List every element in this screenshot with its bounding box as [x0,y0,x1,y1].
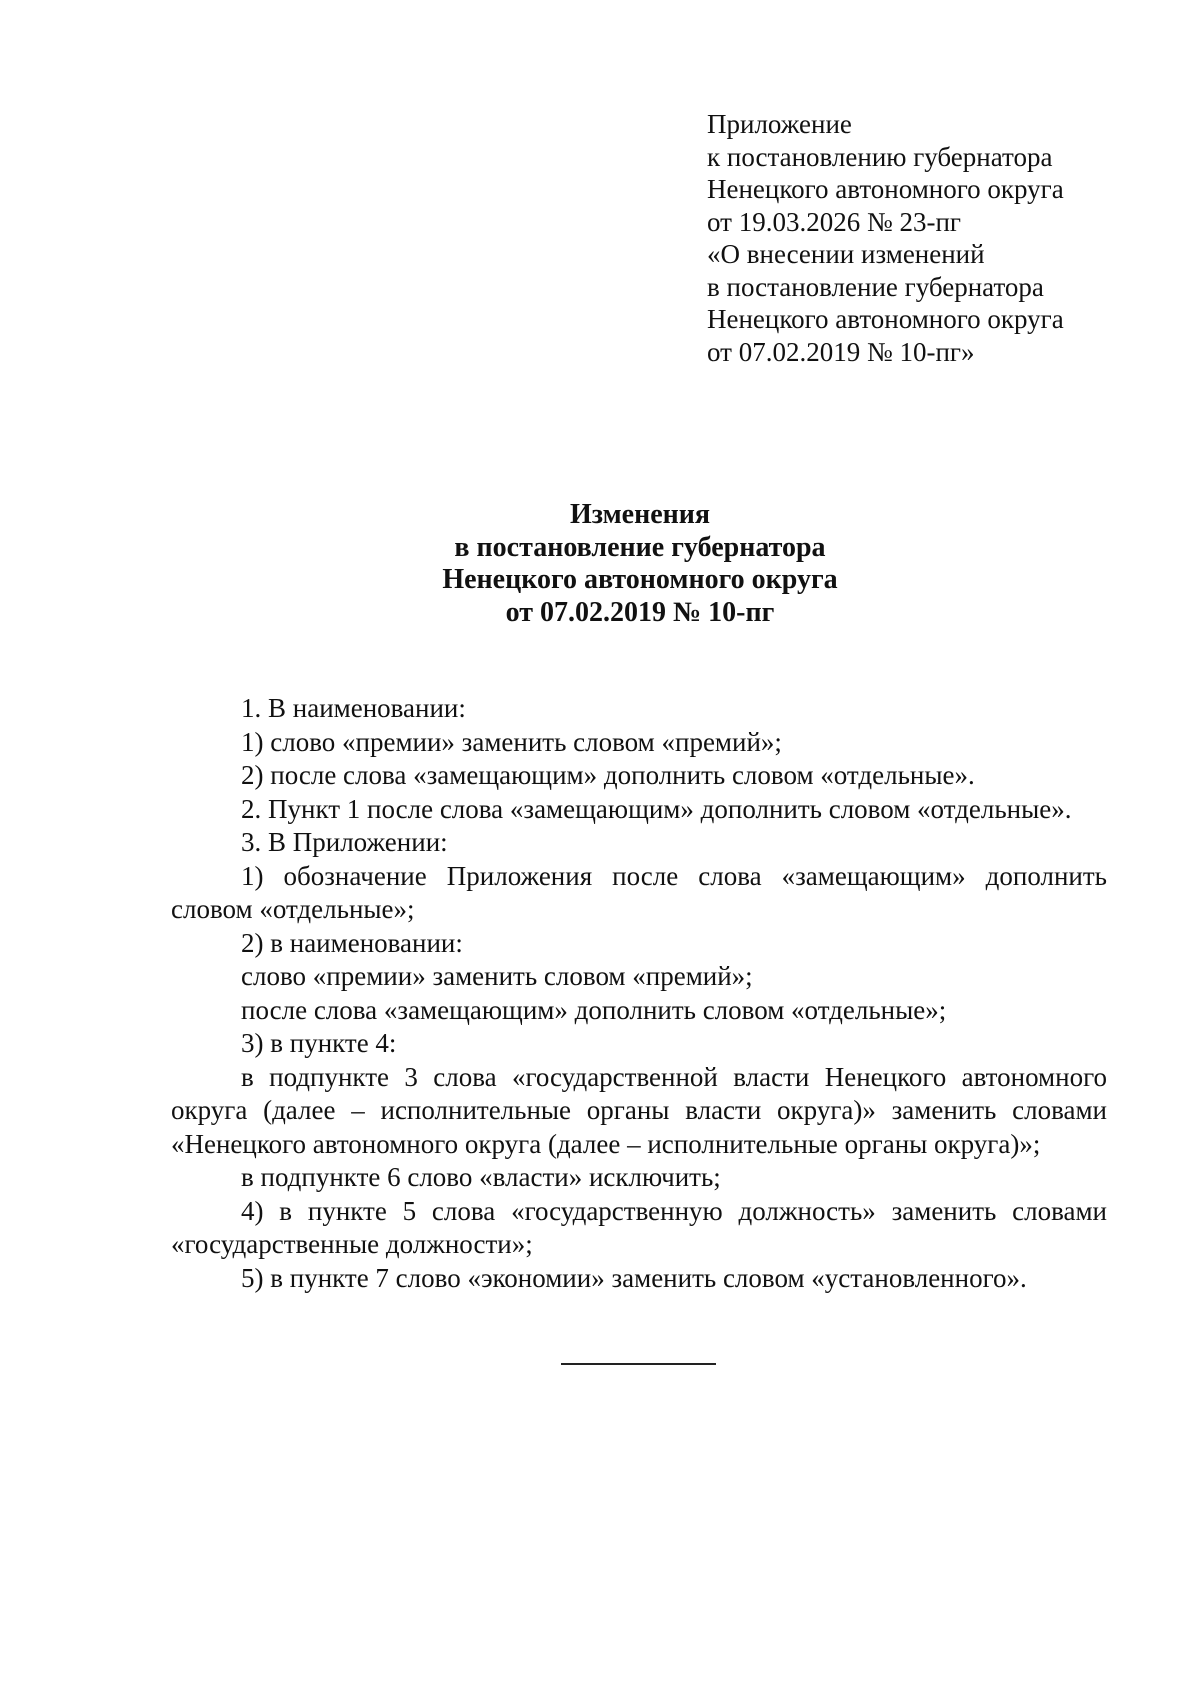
paragraph: 4) в пункте 5 слова «государственную должность» заменить словами «государственные должности»; [171,1195,1107,1259]
appendix-block [707,108,1147,368]
title-line: в постановление губернатора [454,531,826,563]
paragraph: 1. В наименовании: [241,693,466,723]
title-line: Ненецкого автономного округа [442,564,838,595]
appendix-line: к постановлению губернатора [707,141,1053,172]
appendix-line: Приложение [707,109,852,139]
paragraph: слово «премии» заменить словом «премий»; [241,961,753,991]
paragraph: 1) обозначение Приложения после слова «замещающим» дополнить словом «отдельные»; [171,860,1107,924]
appendix-line: «О внесении изменений [707,239,985,269]
paragraph: 1) слово «премии» заменить словом «премий»; [241,726,782,757]
appendix-line: от 07.02.2019 № 10-пг» [707,336,975,367]
paragraph: 3) в пункте 4: [241,1028,397,1058]
document-title [0,499,1200,629]
end-divider [561,1363,716,1365]
appendix-line: от 19.03.2026 № 23-пг [707,206,961,237]
paragraph: 5) в пункте 7 слово «экономии» заменить словом «установленного». [241,1262,1027,1293]
title-line: Изменения [569,499,711,530]
appendix-line: Ненецкого автономного округа [707,304,1064,334]
paragraph: в подпункте 3 слова «государственной власти Ненецкого автономного округа (далее – исполнительные органы власти округа)» заменить словами «Ненецкого автономного округа (далее – исполнительные органы округа)»; [171,1061,1107,1159]
paragraph: 2. Пункт 1 после слова «замещающим» дополнить словом «отдельные». [241,793,1072,824]
document-body [171,692,1107,1295]
appendix-line: в постановление губернатора [707,271,1044,302]
paragraph: 2) в наименовании: [241,927,463,958]
title-line: от 07.02.2019 № 10-пг [505,596,775,628]
paragraph: 2) после слова «замещающим» дополнить словом «отдельные». [241,760,975,790]
paragraph: 3. В Приложении: [241,827,448,857]
appendix-line: Ненецкого автономного округа [707,174,1064,204]
paragraph: после слова «замещающим» дополнить словом «отдельные»; [241,994,947,1025]
paragraph: в подпункте 6 слово «власти» исключить; [241,1162,721,1192]
